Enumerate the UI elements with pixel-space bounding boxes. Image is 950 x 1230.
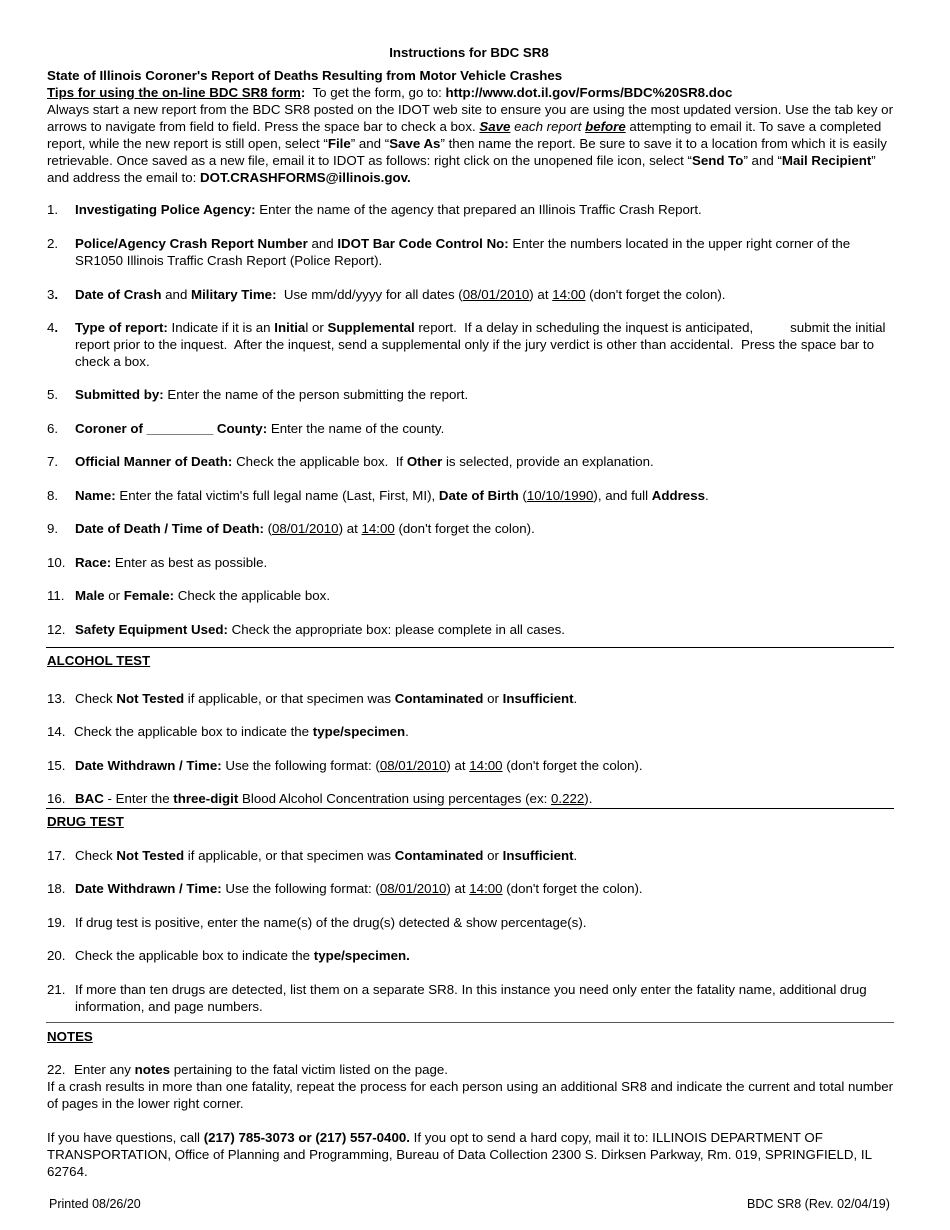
example-date: 08/01/2010 — [379, 881, 447, 896]
item-text: Check the appropriate box: please complete in all cases. — [227, 622, 565, 637]
item-label: Not Tested — [116, 691, 185, 706]
item-text: ) at — [446, 758, 470, 773]
item-text: pertaining to the fatal victim listed on the page. — [170, 1062, 449, 1077]
intro-text-2: each report — [510, 119, 586, 134]
item-text: Use the following format: ( — [221, 758, 380, 773]
item-label: Insufficient — [502, 848, 574, 863]
item-number: 10. — [47, 555, 66, 570]
item-label: Other — [406, 454, 443, 469]
item-number: 6. — [47, 421, 59, 436]
item-number: 17. — [47, 848, 66, 863]
item-text: Check — [75, 848, 117, 863]
item-label: IDOT Bar Code Control No: — [337, 236, 509, 251]
item-text: (don't forget the colon). — [585, 287, 726, 302]
item-text: if applicable, or that specimen was — [184, 848, 395, 863]
item-label: Male — [75, 588, 105, 603]
item-text: Blood Alcohol Concentration using percentages (ex: — [238, 791, 551, 806]
contact-phone-numbers: (217) 785-3073 or (217) 557-0400. — [203, 1130, 410, 1145]
item-text: Enter any — [74, 1062, 135, 1077]
item-text: (don't forget the colon). — [394, 521, 535, 536]
tips-label: Tips for using the on-line BDC SR8 form — [47, 85, 301, 100]
item-text: Check the applicable box to indicate the — [74, 724, 313, 739]
item-label: Contaminated — [394, 848, 484, 863]
tips-colon: : — [300, 85, 306, 100]
item-text: ), and full — [593, 488, 652, 503]
intro-text-3: attempting to email it. To save a completed report, while the new report is still open, select “ — [47, 119, 882, 151]
item-text: Enter the fatal victim's full legal name (Last, First, MI), — [115, 488, 439, 503]
item-label: Date of Birth — [438, 488, 519, 503]
intro-text-7: ” and address the email to: — [47, 153, 876, 185]
item-label: Coroner of _________ County: — [75, 421, 268, 436]
item-text: Check — [75, 691, 117, 706]
item-number: 9. — [47, 521, 59, 536]
item-label: BAC — [75, 791, 104, 806]
item-number-dot: . — [54, 287, 59, 302]
item-number: 14. — [47, 724, 66, 739]
item-label: Address — [651, 488, 705, 503]
item-label: Police/Agency Crash Report Number — [75, 236, 308, 251]
item-number: 21. — [47, 982, 66, 997]
item-number: 12. — [47, 622, 66, 637]
contact-text: If you have questions, call — [47, 1130, 204, 1145]
item-text: or — [483, 691, 503, 706]
item-number: 11. — [47, 588, 65, 603]
item-text: ). — [584, 791, 593, 806]
item-text: Indicate if it is an — [167, 320, 275, 335]
item-number — [47, 319, 58, 336]
item-number: 2. — [47, 236, 59, 251]
form-revision: BDC SR8 (Rev. 02/04/19) — [747, 1197, 890, 1211]
before-emphasis: before — [585, 119, 626, 134]
item-text: Enter the numbers located in the upper right corner of the SR1050 Illinois Traffic Crash Report (Police Report). — [75, 236, 851, 268]
item-label: Race: — [75, 555, 112, 570]
item-label: three-digit — [173, 791, 239, 806]
intro-paragraph — [47, 101, 895, 186]
item-text: ) at — [446, 881, 470, 896]
contact-paragraph — [47, 1129, 897, 1180]
section-divider — [46, 1022, 894, 1023]
item-label: Date Withdrawn / Time: — [75, 758, 222, 773]
item-label: Type of report: — [75, 320, 168, 335]
intro-text-4: ” and “ — [350, 136, 390, 151]
item-number: 13. — [47, 691, 66, 706]
item-text: Use the following format: ( — [221, 881, 380, 896]
item-text: ) at — [529, 287, 553, 302]
mail-recipient-term: Mail Recipient — [781, 153, 872, 168]
item-text: If more than ten drugs are detected, list them on a separate SR8. In this instance you need only enter the fatality name, additional drug information, and page numbers. — [75, 982, 867, 1014]
item-number: 7. — [47, 454, 59, 469]
tips-text: To get the form, go to: — [305, 85, 446, 100]
item-number-dot: . — [54, 320, 59, 335]
report-subtitle: State of Illinois Coroner's Report of Deaths Resulting from Motor Vehicle Crashes — [47, 68, 563, 83]
save-as-term: Save As — [389, 136, 441, 151]
item-number — [47, 286, 58, 303]
item-text: Enter as best as possible. — [111, 555, 268, 570]
item-number: 18. — [47, 881, 66, 896]
example-date: 08/01/2010 — [272, 521, 339, 536]
item-number: 1. — [47, 202, 59, 217]
item-number: 8. — [47, 488, 59, 503]
example-time: 14:00 — [361, 521, 395, 536]
item-text: (don't forget the colon). — [502, 758, 643, 773]
item-text: Enter the name of the agency that prepared an Illinois Traffic Crash Report. — [255, 202, 702, 217]
item-text: . — [573, 691, 578, 706]
save-emphasis: Save — [479, 119, 511, 134]
item-text: l or — [305, 320, 328, 335]
item-text: Enter the name of the county. — [267, 421, 445, 436]
example-time: 14:00 — [469, 881, 503, 896]
item-label: Contaminated — [394, 691, 484, 706]
intro-text-6: ” and “ — [743, 153, 782, 168]
item-label: notes — [134, 1062, 171, 1077]
item-label: Not Tested — [116, 848, 185, 863]
section-heading-drug: DRUG TEST — [47, 814, 124, 829]
item-label: Safety Equipment Used: — [75, 622, 228, 637]
item-label: Supplemental — [327, 320, 415, 335]
item-label: Initia — [274, 320, 306, 335]
example-date: 10/10/1990 — [526, 488, 594, 503]
item-text: report. If a delay in scheduling the inquest is anticipated, submit the initial report prior to the inquest. After the inquest, send a supplemental only if the jury verdict is other than accidental. Press the space bar to check a box. — [75, 320, 890, 369]
item-label: Name: — [75, 488, 116, 503]
mailing-address: If you opt to send a hard copy, mail it to: ILLINOIS DEPARTMENT OF TRANSPORTATION, Office of Planning and Programming, Bureau of Data Collection 2300 S. Dirksen Parkway, Rm. 019, SPRINGFIELD, IL 62764. — [47, 1130, 872, 1179]
item-text: Enter the name of the person submitting the report. — [163, 387, 469, 402]
item-number: 5. — [47, 387, 59, 402]
item-text: is selected, provide an explanation. — [442, 454, 654, 469]
example-date: 08/01/2010 — [462, 287, 530, 302]
item-number-digit: 4 — [47, 320, 55, 335]
item-text: and — [161, 287, 192, 302]
item-label: Date Withdrawn / Time: — [75, 881, 222, 896]
item-number: 22. — [47, 1062, 66, 1077]
form-url-link[interactable]: http://www.dot.il.gov/Forms/BDC%20SR8.doc — [445, 85, 733, 100]
example-bac: 0.222 — [550, 791, 585, 806]
section-heading-alcohol: ALCOHOL TEST — [47, 653, 151, 668]
item-label: Date of Death / Time of Death: — [75, 521, 264, 536]
item-text: . — [705, 488, 709, 503]
page-title: Instructions for BDC SR8 — [389, 45, 549, 60]
item-label: type/specimen. — [313, 948, 410, 963]
intro-text-5: ” then name the report. Be sure to save it to a location from which it is easily retrievable. Once saved as a new file, email it to IDOT as follows: right click on the unopened file icon, select “ — [47, 136, 887, 168]
item-text: Check the applicable box. — [174, 588, 331, 603]
email-address-link[interactable]: DOT.CRASHFORMS@illinois.gov. — [200, 170, 411, 185]
item-text: ) at — [338, 521, 362, 536]
notes-paragraph: If a crash results in more than one fatality, repeat the process for each person using an additional SR8 and indicate the current and total number of pages in the lower right corner. — [47, 1079, 894, 1111]
section-heading-notes: NOTES — [47, 1029, 93, 1044]
example-date: 08/01/2010 — [379, 758, 447, 773]
item-number: 19. — [47, 915, 66, 930]
item-text: and — [307, 236, 338, 251]
item-text: if applicable, or that specimen was — [184, 691, 395, 706]
example-time: 14:00 — [552, 287, 586, 302]
item-label: type/specimen — [312, 724, 406, 739]
item-text: ( — [263, 521, 273, 536]
item-text: If drug test is positive, enter the name(s) of the drug(s) detected & show percentage(s). — [75, 915, 587, 930]
item-label: Investigating Police Agency: — [75, 202, 256, 217]
item-text: ( — [518, 488, 527, 503]
item-text: or — [483, 848, 503, 863]
item-number: 16. — [47, 791, 66, 806]
item-text: . — [573, 848, 578, 863]
item-number: 20. — [47, 948, 66, 963]
section-divider — [46, 808, 894, 809]
file-menu-term: File — [327, 136, 351, 151]
item-label: Date of Crash — [75, 287, 162, 302]
item-text: Check the applicable box. If — [232, 454, 407, 469]
intro-block — [47, 67, 895, 186]
item-label: Official Manner of Death: — [75, 454, 233, 469]
item-text: - Enter the — [103, 791, 174, 806]
item-number-digit: 3 — [47, 287, 55, 302]
item-text: Use mm/dd/yyyy for all dates ( — [276, 287, 463, 302]
item-text: . — [405, 724, 409, 739]
item-label: Insufficient — [502, 691, 574, 706]
item-text: Check the applicable box to indicate the — [75, 948, 314, 963]
section-divider — [46, 647, 894, 648]
item-text: or — [104, 588, 124, 603]
send-to-term: Send To — [691, 153, 744, 168]
item-label: Female: — [123, 588, 175, 603]
item-label: Military Time: — [191, 287, 277, 302]
item-text: (don't forget the colon). — [502, 881, 643, 896]
printed-date: Printed 08/26/20 — [49, 1197, 141, 1211]
tips-line — [47, 84, 895, 101]
item-label: Submitted by: — [75, 387, 164, 402]
intro-text-1: Always start a new report from the BDC SR8 posted on the IDOT web site to ensure you are using the most updated version. Use the tab key or arrows to navigate from field to field. Press the space bar to check a box. — [47, 102, 894, 134]
example-time: 14:00 — [469, 758, 503, 773]
item-number: 15. — [47, 758, 66, 773]
